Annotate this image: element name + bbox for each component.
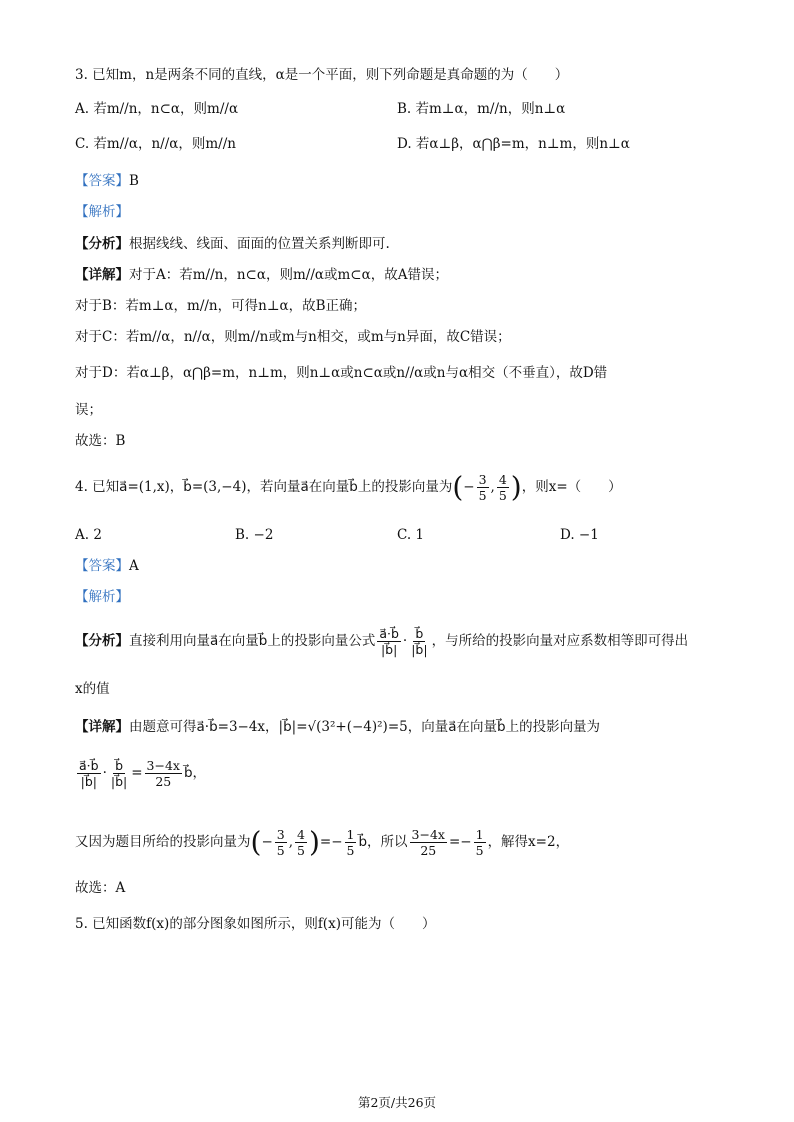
q4-option-b: B. −2 xyxy=(235,527,274,543)
q4-fenxi-line2: x的值 xyxy=(75,681,110,697)
q3-xiangjie: 【详解】对于A：若m//n，n⊂α，则m//α或m⊂α，故A错误； xyxy=(75,267,448,283)
q4-option-d: D. −1 xyxy=(560,527,599,543)
fraction: $\frac{3-4x}{25}$ xyxy=(411,827,445,858)
fraction: $\frac{1}{5}$ xyxy=(346,827,355,858)
answer-tag: 【答案】 xyxy=(75,173,129,189)
fraction: $\frac{b⃗}{|b⃗|}$ xyxy=(110,758,128,789)
fraction: $\frac{b⃗}{|b⃗|}$ xyxy=(411,626,428,657)
q3-option-a: A. 若m//n，n⊂α，则m//α xyxy=(75,101,239,117)
q3-line-b: 对于B：若m⊥α，m//n，可得n⊥α，故B正确； xyxy=(75,298,367,314)
q3-option-c: C. 若m//α，n//α，则m//n xyxy=(75,136,236,152)
fraction: $\frac{a⃗\cdot b⃗}{|b⃗|}$ xyxy=(379,626,399,657)
q3-choose: 故选：B xyxy=(75,433,126,449)
q4-fenxi: 【分析】直接利用向量a⃗在向量b⃗上的投影向量公式 $\frac{a⃗\cdot b⃗}{|b⃗|}$ · $\frac{b⃗}{|b⃗|}$ ，与所给的投影向量对应系数相等即可得出 xyxy=(75,626,689,657)
q3-answer xyxy=(75,172,139,190)
q3-fenxi: 【分析】根据线线、线面、面面的位置关系判断即可. xyxy=(75,236,390,252)
fraction: $\frac{a⃗\cdot b⃗}{|b⃗|}$ xyxy=(79,758,99,789)
fraction: $\frac{3-4x}{25}$ xyxy=(146,758,180,789)
q4-stem: 4. 已知a⃗=(1,x)，b⃗=(3,−4)，若向量a⃗在向量b⃗上的投影向量为(− $\frac{3}{5}$ , $\frac{4}{5}$ )，则x=（ ） xyxy=(75,470,622,504)
q4-choose: 故选：A xyxy=(75,880,126,896)
answer-value: B xyxy=(129,173,139,189)
fraction: $\frac{4}{5}$ xyxy=(297,827,305,858)
q4-xiangjie: 【详解】由题意可得a⃗·b⃗=3−4x，|b⃗|=√(3²+(−4)²)=5，向量a⃗在向量b⃗上的投影向量为 xyxy=(75,719,601,735)
q3-stem: 3. 已知m，n是两条不同的直线，α是一个平面，则下列命题是真命题的为（ ） xyxy=(75,67,569,83)
q4-xiangjie-formula: $\frac{a⃗\cdot b⃗}{|b⃗|}$ · $\frac{b⃗}{|b⃗|}$ = $\frac{3-4x}{25}$ b⃗， xyxy=(79,758,207,789)
q4-answer: 【答案】A xyxy=(75,558,139,574)
q4-option-a: A. 2 xyxy=(75,527,102,543)
q5-stem: 5. 已知函数f(x)的部分图象如图所示，则f(x)可能为（ ） xyxy=(75,916,436,932)
q4-again: 又因为题目所给的投影向量为(− $\frac{3}{5}$ , $\frac{4}{5}$ )=− $\frac{1}{5}$ b⃗，所以 $\frac{3-4x}{25}$ =− $\frac{1}{5}$ ，解得x=2， xyxy=(75,825,570,859)
q4-analysis-tag: 【解析】 xyxy=(75,589,129,605)
q3-option-b: B. 若m⊥α，m//n，则n⊥α xyxy=(397,101,566,117)
q3-line-c: 对于C：若m//α，n//α，则m//n或m与n相交，或m与n异面，故C错误； xyxy=(75,329,511,345)
q3-analysis-tag: 【解析】 xyxy=(75,204,129,220)
fraction: $\frac{3}{5}$ xyxy=(478,472,487,503)
q3-option-d: D. 若α⊥β，α⋂β=m，n⊥m，则n⊥α xyxy=(397,136,630,152)
fraction: $\frac{1}{5}$ xyxy=(475,827,484,858)
fraction: $\frac{4}{5}$ xyxy=(498,472,507,503)
q3-line-d1: 对于D：若α⊥β，α⋂β=m，n⊥m，则n⊥α或n⊂α或n//α或n与α相交（不垂直），故D错 xyxy=(75,365,608,381)
fraction: $\frac{3}{5}$ xyxy=(276,827,285,858)
page-number: 第2页/共26页 xyxy=(357,1095,437,1110)
q3-line-d2: 误； xyxy=(75,402,102,418)
q4-option-c: C. 1 xyxy=(397,527,425,543)
